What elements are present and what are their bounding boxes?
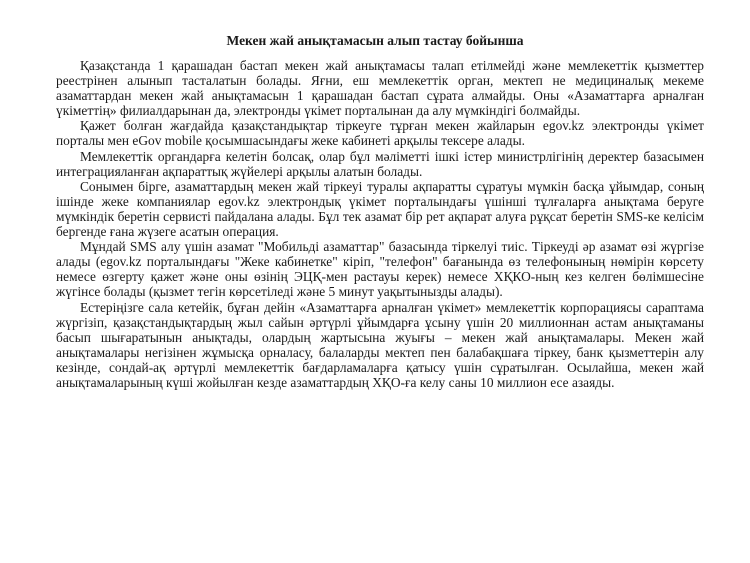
- paragraph-3: Мемлекеттік органдарға келетін болсақ, олар бұл мәліметті ішкі істер министрлігінің деректер базасымен интеграцияланған ақпараттық жүйелері арқылы алатын болады.: [56, 148, 704, 179]
- paragraph-1: Қазақстанда 1 қарашадан бастап мекен жай анықтамасы талап етілмейді және мемлекеттік қызметтер реестрінен алынып тасталатын болады. Яғни, еш мемлекеттік орган, мектеп не медициналық мекеме азаматтардан мекен жай анықтамасын 1 қарашадан бастап сұрата алмайды. Оны «Азаматтарға арналған үкіметтің» филиалдарынан да, электронды үкімет порталынан да алу мүмкіндігі болмайды.: [56, 58, 704, 119]
- paragraph-4: Сонымен бірге, азаматтардың мекен жай тіркеуі туралы ақпаратты сұратуы мүмкін басқа ұйымдар, соның ішінде жеке компаниялар egov.kz электрондық үкімет порталындағы үшінші тұлғаларға анықтама беруге мүмкіндік беретін сервисті пайдалана алады. Бұл тек азамат бір рет ақпарат алуға рұқсат беретін SMS-ке келісім бергенде ғана жүзеге асатын операция.: [56, 178, 704, 240]
- paragraph-2: Қажет болған жағдайда қазақстандықтар тіркеуге тұрған мекен жайларын egov.kz электронды үкімет порталы мен eGov mobile қосымшасындағы жеке кабинеті арқылы тексере алады.: [56, 118, 704, 149]
- paragraph-6: Естеріңізге сала кетейік, бұған дейін «Азаматтарға арналған үкімет» мемлекеттік корпорациясы сараптама жүргізіп, қазақстандықтардың жыл сайын әртүрлі ұйымдарға ұсыну үшін 20 миллионнан астам анықтаманы басып шығаратынын анықтады, олардың жартысына жуығы – мекен жай анықтамалары. Мекен жай анықтамалары негізінен жұмысқа орналасу, балаларды мектеп пен балабақшаға тіркеу, банк қызметтерін алу кезінде, сондай-ақ әртүрлі мемлекеттік бағдарламаларға қатысу үшін сұратылған. Осылайша, мекен жай анықтамаларының күші жойылған кезде азаматтардың ХҚО-ға келу саны 10 миллион есе азаяды.: [56, 299, 704, 390]
- paragraph-5: Мұндай SMS алу үшін азамат "Мобильді азаматтар" базасында тіркелуі тиіс. Тіркеуді әр азамат өзі жүргізе алады (egov.kz порталындағы "Жеке кабинетке" кіріп, "телефон" бағанында өз телефонының нөмірін көрсету немесе өзгерту қажет және оны өзінің ЭЦҚ-мен растауы керек) немесе ХҚКО-ның кез келген бөлімшесіне жүгінсе болады (қызмет тегін көрсетіледі және 5 минут уақытынызды алады).: [56, 239, 704, 300]
- document-body: [56, 58, 704, 390]
- document-title: Мекен жай анықтамасын алып тастау бойынша: [226, 33, 524, 48]
